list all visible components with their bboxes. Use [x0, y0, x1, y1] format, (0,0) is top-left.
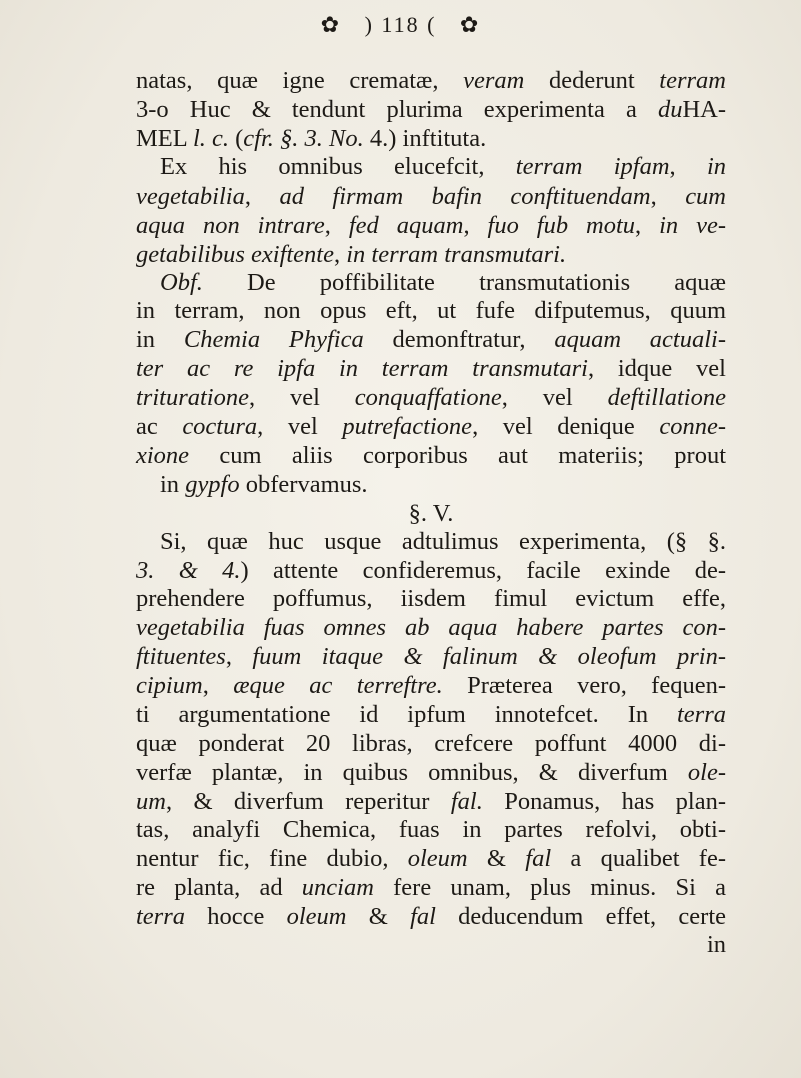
italic-span: fal.: [450, 788, 483, 815]
text-span: quæ ponderat 20 libras, crefcere poffunt 4000 di-: [136, 730, 726, 757]
text-line: [136, 873, 726, 902]
text-line: [136, 211, 726, 240]
italic-span: cum: [685, 183, 727, 210]
text-span: &: [346, 903, 411, 930]
text-span: ,: [225, 643, 253, 670]
text-line: [136, 325, 726, 354]
italic-span: coctura: [182, 413, 258, 440]
running-header: [0, 12, 801, 38]
text-span: ac: [136, 413, 183, 440]
italic-span: ad firmam bafin conftituendam: [279, 183, 651, 210]
italic-span: terram ipfam: [515, 153, 670, 180]
italic-span: terra: [677, 701, 726, 728]
text-span: in: [136, 326, 184, 353]
text-span: Si, quæ huc usque adtulimus experimenta, (§ §.: [160, 528, 726, 555]
italic-span: du: [657, 96, 683, 123]
text-span: ,: [334, 241, 347, 268]
text-span: dederunt: [524, 67, 660, 94]
italic-span: vegetabilia: [136, 183, 245, 210]
text-span: ti argumentatione id ipfum innotefcet. In: [136, 701, 677, 728]
text-span: fere unam, plus minus. Si a: [373, 874, 726, 901]
text-line: [136, 296, 726, 325]
italic-span: in: [706, 153, 727, 180]
italic-span: gypfo: [185, 471, 240, 498]
italic-span: fal: [410, 903, 436, 930]
text-span: HA-: [682, 96, 726, 123]
italic-span: putrefactione: [342, 413, 473, 440]
italic-span: ole-: [687, 759, 726, 786]
italic-span: conquaffatione: [354, 384, 502, 411]
text-span: , vel: [501, 384, 608, 411]
text-span: Præterea vero, fequen-: [442, 672, 727, 699]
italic-span: aquam actuali-: [554, 326, 727, 353]
text-span: Ponamus, has plan-: [482, 788, 727, 815]
italic-span: Obf.: [160, 269, 203, 296]
text-span: ,: [669, 153, 707, 180]
text-line: [136, 642, 726, 671]
text-line: [136, 412, 726, 441]
text-span: ,: [202, 672, 234, 699]
text-span: natas, quæ igne crematæ,: [136, 67, 464, 94]
italic-span: trituratione: [136, 384, 249, 411]
text-span: re planta, ad: [136, 874, 302, 901]
text-line: [136, 383, 726, 412]
italic-span: deftillatione: [607, 384, 726, 411]
text-line: [160, 152, 726, 181]
text-line: [136, 613, 726, 642]
italic-span: cipium: [136, 672, 203, 699]
text-line: [136, 844, 726, 873]
text-line: [136, 671, 726, 700]
text-span: tas, analyfi Chemica, fuas in partes refolvi, obti-: [136, 816, 726, 843]
text-line: [160, 527, 726, 556]
text-span: ,: [244, 183, 280, 210]
text-line: [136, 930, 726, 959]
text-span: deducendum effet, certe: [435, 903, 727, 930]
italic-span: ter ac re ipfa in terram transmutari: [136, 355, 588, 382]
text-line: [136, 700, 726, 729]
page-number: ) 118 (: [364, 12, 437, 37]
italic-span: unciam: [301, 874, 374, 901]
italic-span: fed aquam: [348, 212, 464, 239]
text-span: demonftratur,: [363, 326, 555, 353]
text-span: verfæ plantæ, in quibus omnibus, & diverfum: [136, 759, 688, 786]
text-span: , idque vel: [587, 355, 726, 382]
text-span: Ex his omnibus elucefcit,: [160, 153, 516, 180]
text-line: [136, 556, 726, 585]
text-line: [136, 240, 651, 269]
text-line: [136, 902, 726, 931]
text-span: 4.) inftituta.: [363, 125, 487, 152]
italic-span: xione: [136, 442, 190, 469]
text-span: in terram, non opus eft, ut fufe difputemus, quum: [136, 297, 726, 324]
text-span: a qualibet fe-: [551, 845, 726, 872]
text-line: [160, 470, 430, 499]
italic-span: in ve-: [659, 212, 727, 239]
italic-span: oleum: [407, 845, 468, 872]
text-line: [136, 729, 726, 758]
left-ornament-icon: ✿: [320, 12, 342, 37]
text-span: ,: [635, 212, 660, 239]
text-span: &: [467, 845, 526, 872]
italic-span: terram: [659, 67, 726, 94]
text-span: prehendere poffumus, iisdem fimul evictum effe,: [136, 585, 726, 612]
italic-span: um: [136, 788, 166, 815]
text-span: , & diverfum reperitur: [165, 788, 451, 815]
text-span: , vel denique: [472, 413, 660, 440]
italic-span: fuum itaque & falinum & oleofum prin-: [252, 643, 726, 670]
text-line: [136, 182, 726, 211]
text-span: hocce: [185, 903, 287, 930]
right-ornament-icon: ✿: [459, 12, 481, 37]
italic-span: terra: [136, 903, 185, 930]
italic-span: vegetabilia fuas omnes ab aqua habere partes con-: [136, 614, 726, 641]
text-line: [136, 354, 726, 383]
italic-span: in terram transmutari.: [346, 241, 567, 268]
italic-span: æque ac terreftre.: [233, 672, 443, 699]
text-span: , vel: [248, 384, 355, 411]
text-line: [136, 441, 726, 470]
text-line: [136, 758, 726, 787]
italic-span: fal: [525, 845, 552, 872]
text-line: [136, 66, 726, 95]
text-line: [136, 95, 726, 124]
text-span: nentur fic, fine dubio,: [136, 845, 408, 872]
text-span: 3-o Huc & tendunt plurima experimenta a: [136, 96, 658, 123]
italic-span: l. c.: [192, 125, 229, 152]
italic-span: oleum: [286, 903, 347, 930]
text-span: cum aliis corporibus aut materiis; prout: [189, 442, 726, 469]
italic-span: ftituentes: [136, 643, 226, 670]
italic-span: getabilibus exiftente: [136, 241, 334, 268]
text-line: [136, 584, 726, 613]
italic-span: conne-: [659, 413, 727, 440]
text-span: ,: [650, 183, 686, 210]
italic-span: aqua non intrare: [136, 212, 325, 239]
text-span: in: [160, 471, 186, 498]
text-span: in: [706, 931, 726, 958]
italic-span: veram: [463, 67, 525, 94]
text-line: [136, 124, 726, 153]
text-span: MEL: [136, 125, 193, 152]
italic-span: Chemia Phyfica: [183, 326, 364, 353]
text-span: , vel: [257, 413, 343, 440]
text-line: [136, 815, 726, 844]
text-line: [160, 268, 726, 297]
italic-span: fuo fub motu: [487, 212, 636, 239]
italic-span: 3. & 4.: [136, 557, 241, 584]
section-heading: [136, 499, 726, 528]
text-span: ,: [463, 212, 488, 239]
text-span: De poffibilitate transmutationis aquæ: [202, 269, 726, 296]
text-span: ) attente confideremus, facile exinde de-: [240, 557, 726, 584]
text-span: (: [229, 125, 244, 152]
text-span: obfervamus.: [239, 471, 368, 498]
text-line: [136, 787, 726, 816]
italic-span: cfr. §. 3. No.: [243, 125, 364, 152]
text-span: ,: [324, 212, 349, 239]
text-span: §. V.: [408, 500, 454, 527]
